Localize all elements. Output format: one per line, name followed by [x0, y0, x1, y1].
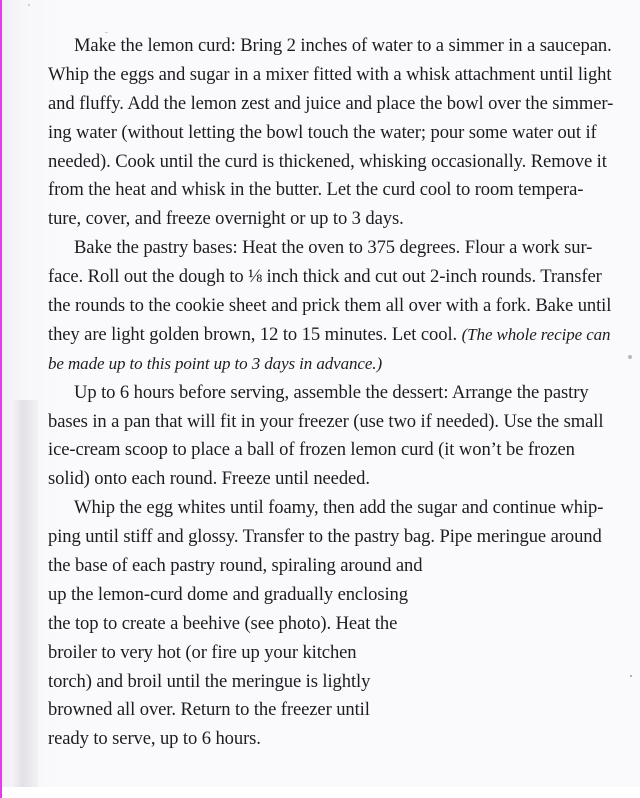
page-binding-shadow [12, 400, 38, 787]
text-line: ture, cover, and freeze overnight or up to 3 days. [48, 208, 404, 230]
text-line: the rounds to the cookie sheet and prick them all over with a fork. Bake until [48, 295, 612, 317]
dust-speck [28, 4, 30, 6]
text-line: browned all over. Return to the freezer until [48, 699, 370, 721]
text-line: needed). Cook until the curd is thickened, whisking occasionally. Remove it [48, 150, 607, 172]
paragraph-pastry-bases [48, 234, 620, 378]
text-line: Whip the eggs and sugar in a mixer fitted with a whisk attachment until light [48, 63, 612, 85]
text-line: Make the lemon curd: Bring 2 inches of water to a simmer in a saucepan. [74, 35, 612, 56]
text-line: Up to 6 hours before serving, assemble the dessert: Arrange the pastry [74, 381, 589, 403]
text-line: face. Roll out the dough to ⅛ inch thick and cut out 2-inch rounds. Transfer [48, 266, 602, 288]
paragraph-meringue [48, 494, 620, 754]
text-line: up the lemon-curd dome and gradually enclosing [48, 583, 408, 605]
text-line: solid) onto each round. Freeze until needed. [48, 468, 370, 490]
text-segment: they are light golden brown, 12 to 15 minutes. Let cool. [48, 323, 462, 345]
text-line: Bake the pastry bases: Heat the oven to 375 degrees. Flour a work sur- [74, 237, 593, 259]
dust-speck [628, 355, 632, 359]
text-line: the base of each pastry round, spiraling around and [48, 555, 423, 577]
text-line [48, 321, 620, 350]
text-line: Whip the egg whites until foamy, then add the sugar and continue whip- [74, 497, 604, 519]
text-line: broiler to very hot (or fire up your kitchen [48, 641, 357, 663]
italic-note: (The whole recipe can [461, 324, 611, 344]
paragraph-assemble [48, 379, 620, 495]
text-line: ping until stiff and glossy. Transfer to the pastry bag. Pipe meringue around [48, 526, 602, 548]
text-line: the top to create a beehive (see photo). Heat the [48, 612, 398, 634]
italic-note-line: be made up to this point up to 3 days in advance.) [48, 353, 383, 373]
paragraph-lemon-curd [48, 32, 620, 234]
text-line: torch) and broil until the meringue is lightly [48, 670, 371, 692]
text-line: ing water (without letting the bowl touch the water; pour some water out if [48, 121, 597, 143]
text-line: ice-cream scoop to place a ball of frozen lemon curd (it won’t be frozen [48, 439, 575, 461]
scan-bottom-margin [2, 787, 640, 798]
text-line: and fluffy. Add the lemon zest and juice and place the bowl over the simmer- [48, 92, 614, 114]
text-line: bases in a pan that will fit in your freezer (use two if needed). Use the small [48, 410, 604, 432]
text-line: ready to serve, up to 6 hours. [48, 728, 261, 750]
recipe-instructions [48, 32, 620, 754]
text-line: from the heat and whisk in the butter. Let the curd cool to room tempera- [48, 179, 584, 201]
dust-speck [630, 675, 632, 677]
